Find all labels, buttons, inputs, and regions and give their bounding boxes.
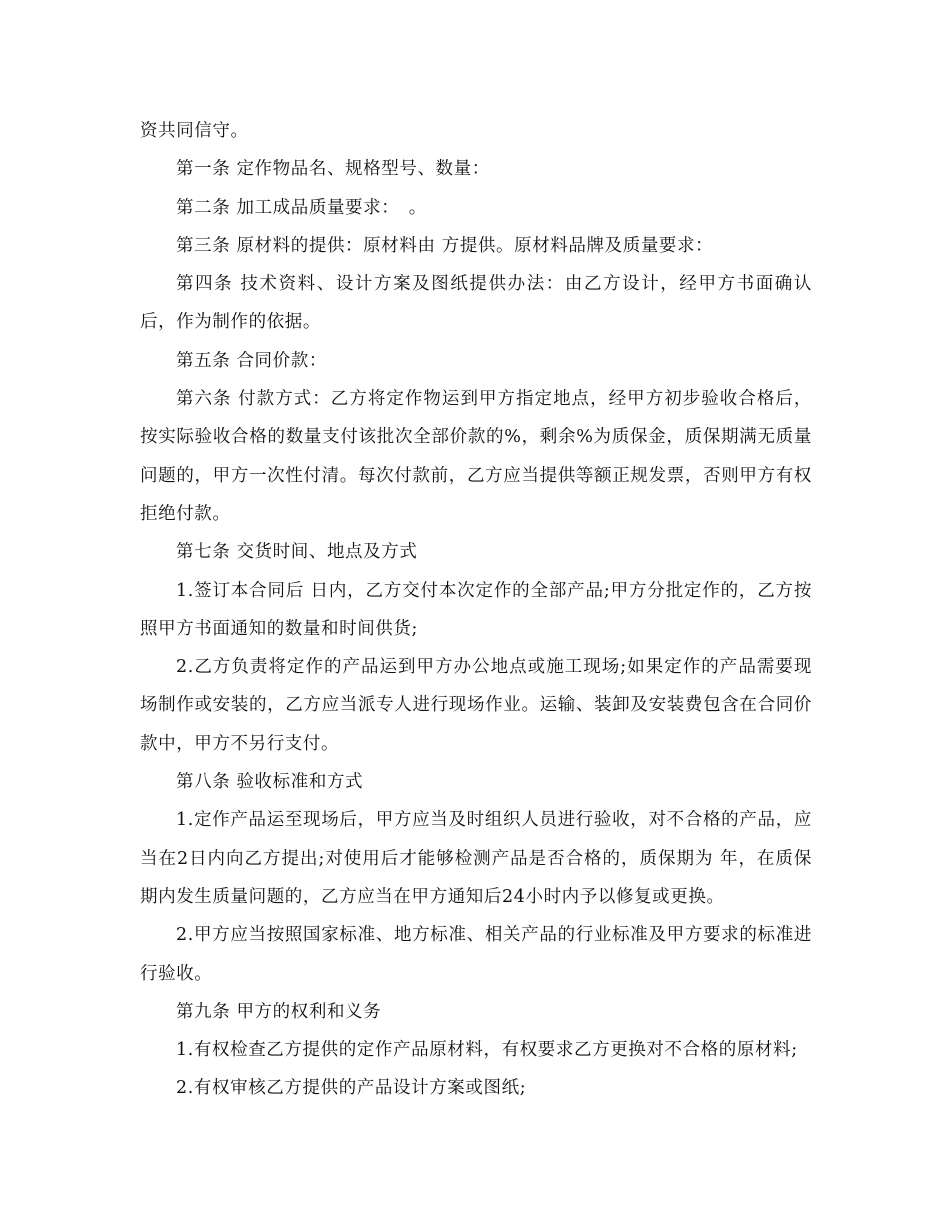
article-5: 第五条 合同价款： (176, 350, 327, 371)
article-9-clause-1: 1.有权检查乙方提供的定作产品原材料，有权要求乙方更换对不合格的原材料; (176, 1040, 798, 1061)
article-7-heading: 第七条 交货时间、地点及方式 (176, 542, 418, 563)
article-6: 第六条 付款方式：乙方将定作物运到甲方指定地点，经甲方初步验收合格后，按实际验收合格的数量支付该批次全部价款的%，剩余%为质保金，质保期满无质量问题的，甲方一次性付清。每次付款前，乙方应当提供等额正规发票，否则甲方有权拒绝付款。 (140, 389, 812, 524)
article-4: 第四条 技术资料、设计方案及图纸提供办法：由乙方设计，经甲方书面确认后，作为制作的依据。 (140, 274, 812, 333)
article-1: 第一条 定作物品名、规格型号、数量： (176, 159, 490, 180)
article-7-clause-2: 2.乙方负责将定作的产品运到甲方办公地点或施工现场;如果定作的产品需要现场制作或安装的，乙方应当派专人进行现场作业。运输、装卸及安装费包含在合同价款中，甲方不另行支付。 (140, 657, 812, 754)
article-9-heading: 第九条 甲方的权利和义务 (176, 1001, 382, 1022)
article-9-clause-2: 2.有权审核乙方提供的产品设计方案或图纸; (176, 1078, 527, 1099)
article-8-heading: 第八条 验收标准和方式 (176, 772, 364, 793)
article-8-clause-2: 2.甲方应当按照国家标准、地方标准、相关产品的行业标准及甲方要求的标准进行验收。 (140, 925, 812, 984)
article-7-clause-1: 1.签订本合同后 日内，乙方交付本次定作的全部产品;甲方分批定作的，乙方按照甲方书面通知的数量和时间供货; (140, 580, 812, 639)
contract-body (140, 112, 812, 1108)
article-8-clause-1: 1.定作产品运至现场后，甲方应当及时组织人员进行验收，对不合格的产品，应当在2日内向乙方提出;对使用后才能够检测产品是否合格的，质保期为 年，在质保期内发生质量问题的，乙方应当在甲方通知后24小时内予以修复或更换。 (140, 810, 812, 907)
paragraph-continuation: 资共同信守。 (140, 121, 249, 141)
article-2: 第二条 加工成品质量要求： 。 (176, 197, 427, 218)
article-3: 第三条 原材料的提供：原材料由 方提供。原材料品牌及质量要求： (176, 235, 714, 256)
